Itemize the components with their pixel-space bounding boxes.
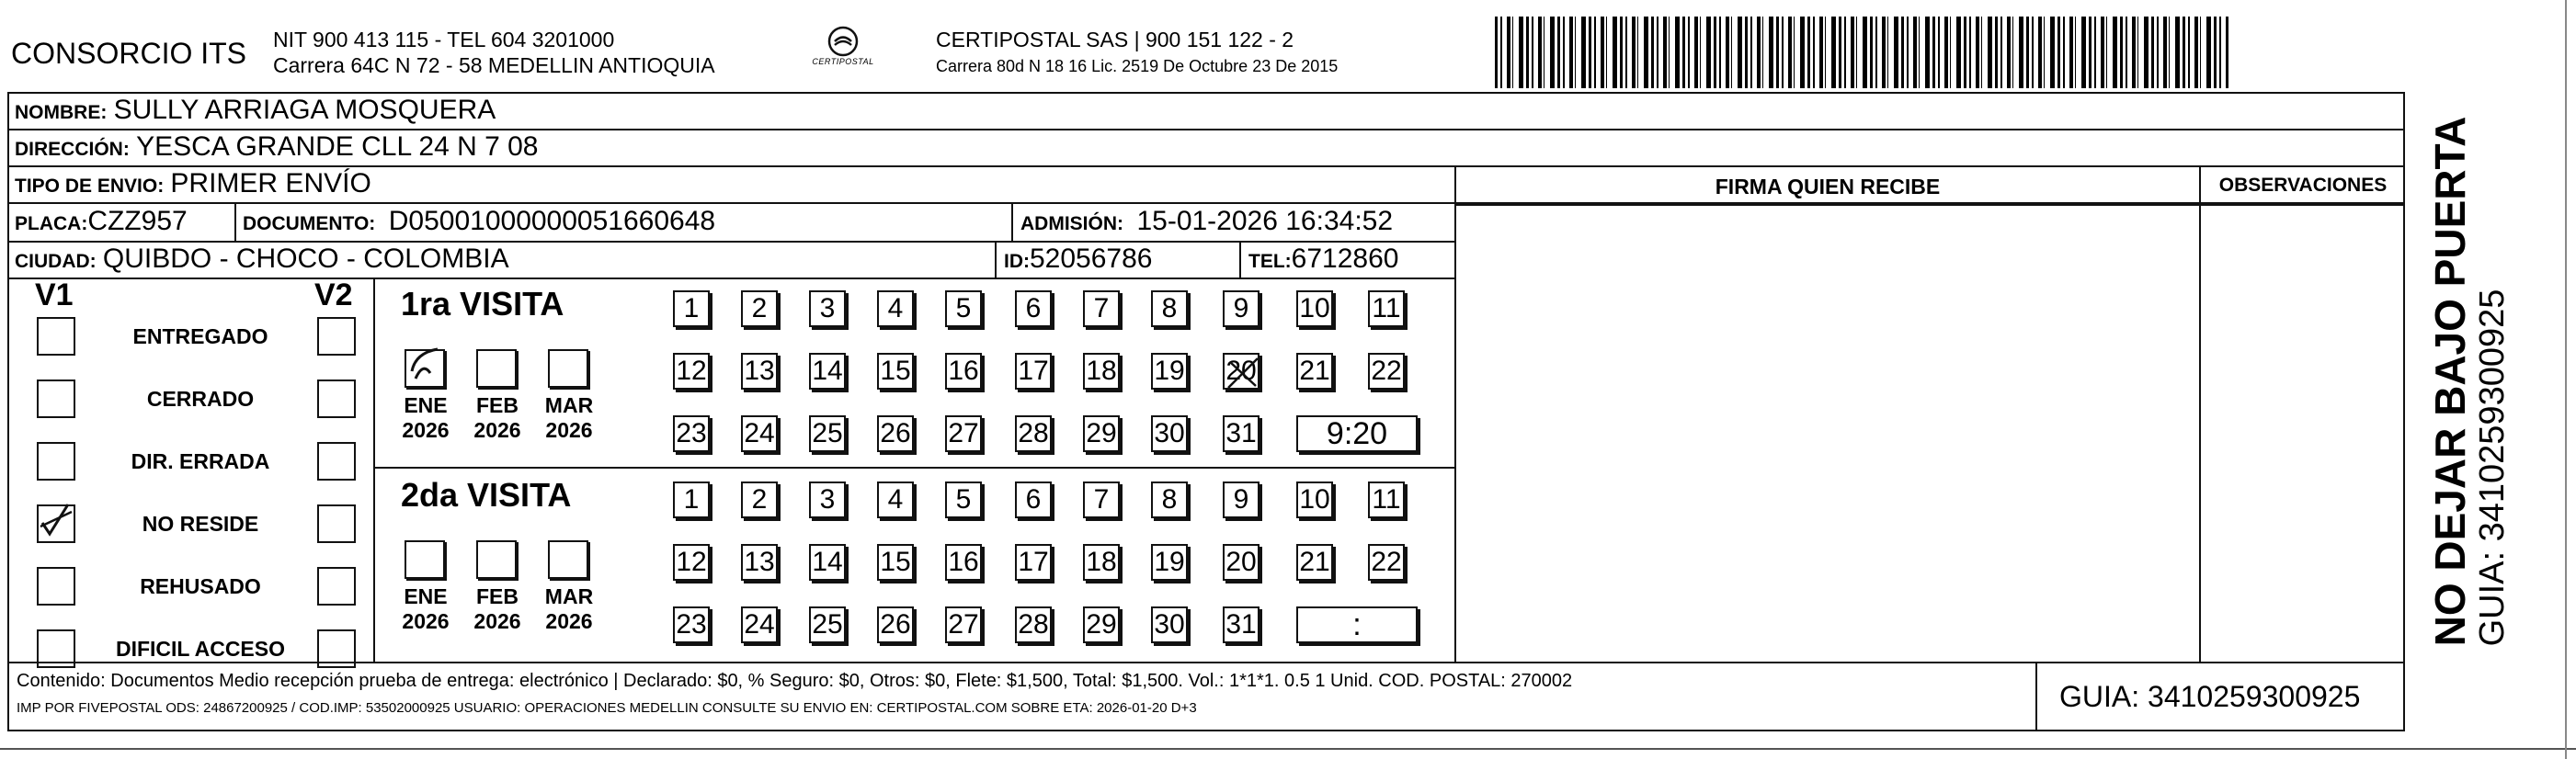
status-option-label: DIR. ERRADA [131, 449, 270, 473]
month-name: FEB [476, 393, 519, 417]
month-checkbox[interactable] [548, 540, 588, 579]
v2-header: V2 [314, 278, 353, 312]
right-edge-line [2565, 0, 2567, 759]
v1-checkbox[interactable] [37, 629, 75, 668]
documento-field: DOCUMENTO: D05001000000051660648 [243, 206, 716, 236]
status-option-label: CERRADO [146, 387, 255, 411]
day-cell[interactable]: 12 [673, 353, 710, 390]
day-cell[interactable]: 3 [809, 290, 846, 327]
v1-checkbox[interactable] [37, 504, 75, 543]
day-cell[interactable]: 3 [809, 481, 846, 518]
v1-checkbox[interactable] [37, 317, 75, 356]
tipo-envio-field: TIPO DE ENVIO: PRIMER ENVÍO [15, 168, 371, 198]
v2-checkbox[interactable] [317, 504, 356, 543]
day-cell[interactable]: 29 [1083, 606, 1120, 643]
side-notice [2423, 110, 2515, 652]
day-cell[interactable]: 18 [1083, 544, 1120, 581]
v2-checkbox[interactable] [317, 442, 356, 481]
month-year: 2026 [545, 418, 593, 442]
day-cell[interactable]: 5 [945, 290, 982, 327]
certipostal-logo: CERTIPOSTAL [811, 26, 875, 79]
status-option-label: REHUSADO [140, 574, 261, 598]
side-guia-text: GUIA: 3410259300925 [2473, 289, 2512, 647]
page-edge-line [0, 748, 2576, 750]
v2-checkbox[interactable] [317, 629, 356, 668]
day-cell[interactable]: 17 [1015, 544, 1052, 581]
day-cell[interactable]: 14 [809, 353, 846, 390]
day-cell[interactable]: 26 [877, 415, 914, 452]
footer-imp: IMP POR FIVEPOSTAL ODS: 24867200925 / COD.IMP: 53502000925 USUARIO: OPERACIONES MEDELLIN CONSULTE SU ENVIO EN: CERTIPOSTAL.COM SOBRE ETA: 2026-01-20 D+3 [17, 700, 1197, 716]
time-field[interactable]: : [1296, 606, 1418, 643]
day-cell[interactable]: 21 [1296, 544, 1333, 581]
month-checkbox[interactable] [405, 540, 445, 579]
month-checkbox[interactable] [405, 349, 445, 388]
visit1-title: 1ra VISITA [401, 285, 564, 323]
day-cell[interactable]: 4 [877, 290, 914, 327]
day-cell[interactable]: 27 [945, 415, 982, 452]
day-cell[interactable]: 12 [673, 544, 710, 581]
day-cell[interactable]: 22 [1368, 353, 1405, 390]
month-year: 2026 [402, 418, 450, 442]
day-cell[interactable]: 25 [809, 415, 846, 452]
day-cell[interactable]: 15 [877, 353, 914, 390]
day-cell[interactable]: 15 [877, 544, 914, 581]
day-cell[interactable]: 23 [673, 415, 710, 452]
status-option-label: DIFICIL ACCESO [115, 637, 285, 661]
day-cell[interactable]: 11 [1368, 481, 1405, 518]
visit2-title: 2da VISITA [401, 476, 572, 514]
day-cell[interactable]: 20 [1223, 544, 1260, 581]
day-cell[interactable]: 16 [945, 544, 982, 581]
day-cell[interactable]: 22 [1368, 544, 1405, 581]
day-cell[interactable]: 4 [877, 481, 914, 518]
admision-field: ADMISIÓN: 15-01-2026 16:34:52 [1020, 206, 1394, 236]
no-dejar-text: NO DEJAR BAJO PUERTA [2426, 116, 2474, 647]
day-cell[interactable]: 24 [741, 415, 778, 452]
placa-field: PLACA:CZZ957 [15, 206, 188, 236]
day-cell[interactable]: 17 [1015, 353, 1052, 390]
day-cell[interactable]: 6 [1015, 481, 1052, 518]
id-field: ID:52056786 [1004, 244, 1153, 274]
v2-checkbox[interactable] [317, 317, 356, 356]
day-cell[interactable]: 11 [1368, 290, 1405, 327]
day-cell[interactable]: 10 [1296, 481, 1333, 518]
month-year: 2026 [473, 609, 521, 633]
v1-checkbox[interactable] [37, 380, 75, 418]
footer-content: Contenido: Documentos Medio recepción prueba de entrega: electrónico | Declarado: $0, % Seguro: $0, Otros: $0, Flete: $1,500, Total: $1,500. Vol.: 1*1*1. 0.5 1 Unid. COD. POSTAL: 270002 [17, 671, 1573, 691]
day-cell[interactable]: 19 [1151, 353, 1188, 390]
day-cell[interactable]: 1 [673, 481, 710, 518]
v2-checkbox[interactable] [317, 567, 356, 606]
observaciones-header: OBSERVACIONES [2218, 175, 2388, 196]
day-cell[interactable]: 23 [673, 606, 710, 643]
day-cell[interactable]: 13 [741, 353, 778, 390]
month-name: FEB [476, 584, 519, 608]
day-cell[interactable]: 31 [1223, 415, 1260, 452]
month-name: ENE [404, 393, 448, 417]
day-cell[interactable]: 7 [1083, 290, 1120, 327]
day-cell[interactable]: 28 [1015, 606, 1052, 643]
day-cell[interactable]: 5 [945, 481, 982, 518]
day-cell[interactable]: 13 [741, 544, 778, 581]
firma-header: FIRMA QUIEN RECIBE [1715, 175, 1941, 198]
v2-checkbox[interactable] [317, 380, 356, 418]
month-name: ENE [404, 584, 448, 608]
day-cell[interactable]: 21 [1296, 353, 1333, 390]
month-checkbox[interactable] [476, 349, 517, 388]
day-cell[interactable]: 20 [1223, 353, 1260, 390]
day-cell[interactable]: 30 [1151, 606, 1188, 643]
time-field[interactable]: 9:20 [1296, 415, 1418, 452]
ciudad-field: CIUDAD: QUIBDO - CHOCO - COLOMBIA [15, 244, 509, 274]
day-cell[interactable]: 2 [741, 290, 778, 327]
month-name: MAR [544, 393, 594, 417]
status-option-label: NO RESIDE [142, 512, 259, 536]
direccion-field: DIRECCIÓN: YESCA GRANDE CLL 24 N 7 08 [15, 131, 539, 162]
tel-field: TEL:6712860 [1248, 244, 1399, 274]
day-cell[interactable]: 24 [741, 606, 778, 643]
day-cell[interactable]: 25 [809, 606, 846, 643]
footer-guia: GUIA: 3410259300925 [2059, 680, 2361, 713]
day-cell[interactable]: 26 [877, 606, 914, 643]
day-cell[interactable]: 6 [1015, 290, 1052, 327]
month-year: 2026 [402, 609, 450, 633]
day-cell[interactable]: 10 [1296, 290, 1333, 327]
v1-header: V1 [35, 278, 74, 312]
day-cell[interactable]: 28 [1015, 415, 1052, 452]
day-cell[interactable]: 2 [741, 481, 778, 518]
day-cell[interactable]: 1 [673, 290, 710, 327]
day-cell[interactable]: 29 [1083, 415, 1120, 452]
month-checkbox[interactable] [548, 349, 588, 388]
day-cell[interactable]: 16 [945, 353, 982, 390]
day-cell[interactable]: 9 [1223, 481, 1260, 518]
courier-address: Carrera 80d N 18 16 Lic. 2519 De Octubre 23 De 2015 [936, 57, 1339, 75]
barcode [1495, 17, 2228, 88]
day-cell[interactable]: 8 [1151, 481, 1188, 518]
day-cell[interactable]: 19 [1151, 544, 1188, 581]
status-option-label: ENTREGADO [132, 324, 268, 348]
day-cell[interactable]: 30 [1151, 415, 1188, 452]
day-cell[interactable]: 9 [1223, 290, 1260, 327]
v1-checkbox[interactable] [37, 567, 75, 606]
month-year: 2026 [545, 609, 593, 633]
company-address: Carrera 64C N 72 - 58 MEDELLIN ANTIOQUIA [273, 53, 715, 77]
day-cell[interactable]: 7 [1083, 481, 1120, 518]
company-nit: NIT 900 413 115 - TEL 604 3201000 [273, 28, 615, 51]
month-name: MAR [544, 584, 594, 608]
day-cell[interactable]: 14 [809, 544, 846, 581]
day-cell[interactable]: 8 [1151, 290, 1188, 327]
day-cell[interactable]: 18 [1083, 353, 1120, 390]
day-cell[interactable]: 27 [945, 606, 982, 643]
courier-name: CERTIPOSTAL SAS | 900 151 122 - 2 [936, 28, 1294, 51]
month-checkbox[interactable] [476, 540, 517, 579]
month-year: 2026 [473, 418, 521, 442]
company-name: CONSORCIO ITS [11, 37, 247, 70]
day-cell[interactable]: 31 [1223, 606, 1260, 643]
nombre-field: NOMBRE: SULLY ARRIAGA MOSQUERA [15, 95, 496, 125]
v1-checkbox[interactable] [37, 442, 75, 481]
